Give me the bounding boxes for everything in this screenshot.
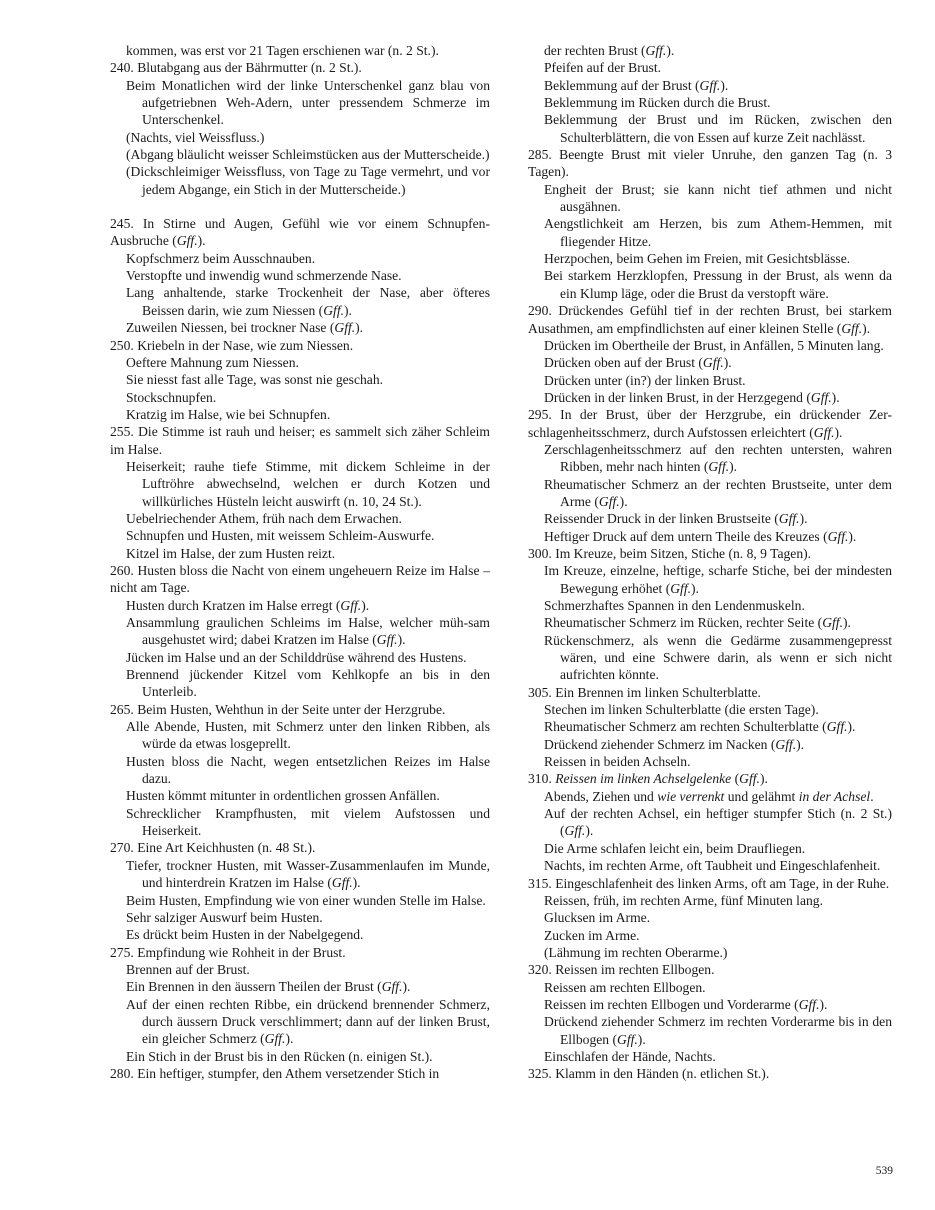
symptom-entry: [110, 805, 490, 840]
numbered-symptom-entry: [528, 770, 892, 787]
symptom-entry: [528, 94, 892, 111]
entry-text: Rheumatischer Schmerz am rechten Schulterblatte (: [544, 719, 827, 735]
symptom-entry: [110, 857, 490, 892]
symptom-entry: [110, 978, 490, 995]
italic-source-text: Gff.: [778, 511, 800, 527]
entry-text: Verstopfte und inwendig wund schmerzende Nase.: [126, 268, 402, 284]
numbered-symptom-entry: [528, 961, 892, 978]
entry-text: Zuweilen Niessen, bei trockner Nase (: [126, 320, 335, 336]
numbered-symptom-entry: [110, 59, 490, 76]
symptom-entry: [110, 510, 490, 527]
entry-text: .: [870, 788, 874, 804]
symptom-entry: [110, 787, 490, 804]
entry-text: (: [731, 771, 740, 787]
symptom-entry: [528, 597, 892, 614]
symptom-entry: [528, 701, 892, 718]
italic-source-text: Gff.: [340, 597, 362, 613]
entry-text: Brennend jückender Kitzel vom Kehlkopfe an bis in den Unterleib.: [126, 667, 490, 700]
entry-text: Herzpochen, beim Gehen im Freien, mit Gesichtsblässe.: [544, 251, 851, 267]
numbered-symptom-entry: [110, 337, 490, 354]
symptom-entry: [528, 979, 892, 996]
symptom-entry: [528, 1048, 892, 1065]
page-number: 539: [875, 1165, 893, 1177]
entry-text: 270. Eine Art Keichhusten (n. 48 St.).: [110, 840, 316, 856]
entry-text: 300. Im Kreuze, beim Sitzen, Stiche (n. 8, 9 Tagen).: [528, 545, 812, 561]
entry-text: 305. Ein Brennen im linken Schulterblatte.: [528, 684, 761, 700]
italic-source-text: Gff.: [381, 979, 403, 995]
symptom-entry: [528, 59, 892, 76]
symptom-entry: [110, 718, 490, 753]
entry-text: ).: [402, 979, 411, 995]
entry-text: Beim Monatlichen wird der linke Unterschenkel ganz blau von aufgetriebnen Weh-Adern, unter pressendem Schmerze im Unterschenkel.: [126, 77, 490, 128]
entry-text: ).: [355, 320, 364, 336]
symptom-entry: [528, 372, 892, 389]
symptom-entry: [110, 284, 490, 319]
symptom-entry: [528, 389, 892, 406]
entry-text: Aengstlichkeit am Herzen, bis zum Athem-Hemmen, mit fliegender Hitze.: [544, 216, 892, 249]
entry-text: Sehr salziger Auswurf beim Husten.: [126, 909, 323, 925]
entry-text: ).: [847, 719, 856, 735]
entry-text: (Lähmung im rechten Oberarme.): [544, 944, 728, 960]
entry-text: Heiserkeit; rauhe tiefe Stimme, mit dickem Schleime in der Luftröhre abwechselnd, welchen er durch Kotzen und willkürliches Hüsteln leicht auswirft (n. 10, 24 St.).: [126, 458, 490, 509]
entry-text: Heftiger Druck auf dem untern Theile des Kreuzes (: [544, 528, 828, 544]
entry-text: Zucken im Arme.: [544, 927, 640, 943]
entry-text: Einschlafen der Hände, Nachts.: [544, 1048, 716, 1064]
symptom-entry: [110, 527, 490, 544]
entry-text: 320. Reissen im rechten Ellbogen.: [528, 962, 715, 978]
entry-text: Ansammlung graulichen Schleims im Halse, welcher müh-sam ausgehustet wird; dabei Kratzen im Halse (: [126, 615, 490, 648]
entry-text: 290. Drückendes Gefühl tief in der rechten Brust, bei starkem Ausathmen, am empfindlichsten auf einer kleinen Stelle (: [528, 303, 892, 336]
entry-text: ).: [729, 459, 738, 475]
symptom-entry: [110, 597, 490, 614]
entry-text: Stockschnupfen.: [126, 389, 217, 405]
symptom-entry: [110, 42, 490, 59]
entry-text: ).: [759, 771, 768, 787]
symptom-entry: [528, 632, 892, 684]
italic-source-text: Gff.: [264, 1031, 286, 1047]
symptom-entry: [110, 614, 490, 649]
symptom-entry: [528, 476, 892, 511]
italic-source-text: Gff.: [598, 493, 620, 509]
entry-text: Drücken im Obertheile der Brust, in Anfällen, 5 Minuten lang.: [544, 337, 884, 353]
numbered-symptom-entry: [528, 875, 892, 892]
entry-text: Husten durch Kratzen im Halse erregt (: [126, 597, 341, 613]
entry-text: Tiefer, trockner Husten, mit Wasser-Zusammenlaufen im Munde, und hinterdrein Kratzen im Halse (: [126, 857, 490, 891]
entry-text: ).: [723, 355, 732, 371]
entry-text: Auf der einen rechten Ribbe, ein drückend brennender Schmerz, durch äussern Druck verschlimmert; dann auf der linken Brust, ein gleicher Schmerz (: [126, 996, 490, 1047]
entry-text: Reissen am rechten Ellbogen.: [544, 979, 706, 995]
entry-text: Rheumatischer Schmerz an der rechten Brustseite, unter dem Arme (: [544, 476, 892, 509]
symptom-entry: [110, 319, 490, 336]
entry-text: Drückend ziehender Schmerz im rechten Vorderarme bis in den Ellbogen (: [544, 1014, 892, 1047]
entry-text: Jücken im Halse und an der Schilddrüse während des Hustens.: [126, 649, 467, 665]
italic-source-text: Gff.: [699, 77, 721, 93]
entry-text: Die Arme schlafen leicht ein, beim Draufliegen.: [544, 840, 806, 856]
entry-text: Bei starkem Herzklopfen, Pressung in der Brust, als wenn da ein Klump läge, oder die Brust da verstopft wäre.: [544, 268, 892, 301]
symptom-entry: [528, 892, 892, 909]
italic-source-text: Gff.: [176, 233, 198, 249]
entry-text: Stechen im linken Schulterblatte (die ersten Tage).: [544, 702, 819, 718]
symptom-entry: [528, 42, 892, 59]
symptom-entry: [528, 510, 892, 527]
entry-text: Auf der rechten Achsel, ein heftiger stumpfer Stich (n. 2 St.) (: [544, 806, 892, 839]
entry-text: Ein Brennen in den äussern Theilen der Brust (: [126, 979, 382, 995]
symptom-entry: [110, 666, 490, 701]
numbered-symptom-entry: [110, 215, 490, 250]
symptom-entry: [528, 927, 892, 944]
entry-text: Zerschlagenheitsschmerz auf den rechten untersten, wahren Ribben, mehr nach hinten (: [544, 441, 892, 475]
entry-text: ).: [666, 43, 675, 58]
italic-source-text: Gff.: [798, 996, 820, 1012]
entry-text: Drücken in der linken Brust, in der Herzgegend (: [544, 389, 811, 405]
entry-text: ).: [831, 389, 840, 405]
entry-text: 295. In der Brust, über der Herzgrube, ein drückender Zer-schlagenheitsschmerz, durch Aufstossen erleichtert (: [528, 407, 892, 440]
entry-text: Lang anhaltende, starke Trockenheit der Nase, aber öfteres Beissen darin, wie zum Niessen (: [126, 285, 490, 318]
entry-text: ).: [585, 823, 594, 839]
numbered-symptom-entry: [110, 423, 490, 458]
entry-text: Drücken oben auf der Brust (: [544, 355, 703, 371]
numbered-symptom-entry: [110, 944, 490, 961]
symptom-entry: [528, 441, 892, 476]
entry-text: 265. Beim Husten, Wehthun in der Seite unter der Herzgrube.: [110, 701, 446, 717]
entry-text: ).: [691, 580, 699, 596]
entry-text: und gelähmt: [724, 788, 799, 804]
symptom-entry: [110, 753, 490, 788]
numbered-symptom-entry: [528, 302, 892, 337]
entry-text: 275. Empfindung wie Rohheit in der Brust.: [110, 944, 346, 960]
italic-source-text: Gff.: [617, 1031, 638, 1047]
symptom-entry: [528, 840, 892, 857]
symptom-entry: [110, 926, 490, 943]
entry-text: ).: [720, 77, 729, 93]
italic-source-text: Gff.: [775, 736, 797, 752]
entry-text: Ein Stich in der Brust bis in den Rücken (n. einigen St.).: [126, 1048, 433, 1064]
entry-text: ).: [352, 875, 361, 891]
symptom-entry: [528, 753, 892, 770]
entry-text: ).: [834, 424, 843, 440]
symptom-entry: [528, 614, 892, 631]
symptom-entry: [528, 111, 892, 146]
entry-text: (Dickschleimiger Weissfluss, von Tage zu Tage vermehrt, und vor jedem Abgange, ein Stich in der Mutterscheide.): [126, 164, 490, 197]
italic-source-text: wie verrenkt: [657, 788, 725, 804]
entry-text: ).: [819, 996, 828, 1012]
entry-text: ).: [637, 1031, 646, 1047]
entry-text: Beim Husten, Empfindung wie von einer wunden Stelle im Halse.: [126, 892, 486, 908]
entry-text: Engheit der Brust; sie kann nicht tief athmen und nicht ausgähnen.: [544, 181, 892, 215]
symptom-entry: [528, 267, 892, 302]
entry-text: (Abgang bläulicht weisser Schleimstücken aus der Mutterscheide.): [126, 147, 490, 163]
numbered-symptom-entry: [528, 545, 892, 562]
symptom-entry: [110, 371, 490, 388]
italic-source-text: Reissen im linken Achselgelenke: [555, 771, 732, 787]
entry-text: Drückend ziehender Schmerz im Nacken (: [544, 736, 776, 752]
entry-text: Schrecklicher Krampfhusten, mit vielem Aufstossen und Heiserkeit.: [126, 805, 490, 839]
entry-text: Kratzig im Halse, wie bei Schnupfen.: [126, 406, 331, 422]
symptom-entry: [110, 649, 490, 666]
symptom-entry: [110, 389, 490, 406]
entry-text: ).: [842, 615, 851, 631]
entry-text: Es drückt beim Husten in der Nabelgegend.: [126, 927, 364, 943]
entry-text: Reissen im rechten Ellbogen und Vorderarme (: [544, 996, 799, 1012]
italic-source-text: Gff.: [841, 320, 863, 336]
entry-text: 280. Ein heftiger, stumpfer, den Athem versetzender Stich in: [110, 1065, 440, 1081]
italic-source-text: Gff.: [334, 320, 356, 336]
section-gap: [110, 198, 490, 215]
entry-text: Oeftere Mahnung zum Niessen.: [126, 354, 299, 370]
entry-text: ).: [397, 632, 406, 648]
symptom-entry: [528, 337, 892, 354]
entry-text: ).: [197, 233, 206, 249]
entry-text: Kopfschmerz beim Ausschnauben.: [126, 250, 316, 266]
entry-text: ).: [619, 493, 628, 509]
right-column: [528, 42, 892, 1083]
symptom-entry: [528, 857, 892, 874]
entry-text: Reissender Druck in der linken Brustseite (: [544, 511, 779, 527]
symptom-entry: [110, 146, 490, 163]
entry-text: Glucksen im Arme.: [544, 910, 651, 926]
symptom-entry: [110, 892, 490, 909]
entry-text: 260. Husten bloss die Nacht von einem ungeheuern Reize im Halse – nicht am Tage.: [110, 562, 490, 596]
entry-text: ).: [862, 320, 871, 336]
symptom-entry: [528, 250, 892, 267]
entry-text: Nachts, im rechten Arme, oft Taubheit und Eingeschlafenheit.: [544, 858, 881, 874]
entry-text: Beklemmung der Brust und im Rücken, zwischen den Schulterblättern, die von Essen auf kurze Zeit nachlässt.: [544, 112, 892, 145]
symptom-entry: [528, 788, 892, 805]
entry-text: Schnupfen und Husten, mit weissem Schleim-Auswurfe.: [126, 528, 435, 544]
entry-text: Alle Abende, Husten, mit Schmerz unter den linken Ribben, als würde da etwas losgeprellt.: [126, 719, 490, 752]
entry-text: Sie niesst fast alle Tage, was sonst nie geschah.: [126, 372, 384, 388]
italic-source-text: Gff.: [702, 355, 724, 371]
symptom-entry: [110, 1048, 490, 1065]
symptom-entry: [528, 562, 892, 597]
entry-text: Brennen auf der Brust.: [126, 961, 250, 977]
entry-text: ).: [799, 511, 808, 527]
entry-text: ).: [344, 302, 352, 318]
italic-source-text: Gff.: [827, 528, 849, 544]
symptom-entry: [528, 354, 892, 371]
symptom-entry: [110, 250, 490, 267]
numbered-symptom-entry: [528, 1065, 892, 1082]
numbered-symptom-entry: [110, 562, 490, 597]
symptom-entry: [110, 129, 490, 146]
symptom-entry: [110, 996, 490, 1048]
entry-text: Kitzel im Halse, der zum Husten reizt.: [126, 545, 336, 561]
symptom-entry: [528, 1013, 892, 1048]
entry-text: 285. Beengte Brust mit vieler Unruhe, den ganzen Tag (n. 3 Tagen).: [528, 147, 892, 180]
entry-text: Drücken unter (in?) der linken Brust.: [544, 372, 746, 388]
entry-text: 240. Blutabgang aus der Bährmutter (n. 2 St.).: [110, 60, 362, 76]
symptom-entry: [528, 718, 892, 735]
entry-text: Reissen in beiden Achseln.: [544, 754, 691, 770]
symptom-entry: [528, 736, 892, 753]
numbered-symptom-entry: [110, 839, 490, 856]
entry-text: 325. Klamm in den Händen (n. etlichen St.).: [528, 1066, 770, 1082]
entry-text: Rheumatischer Schmerz im Rücken, rechter Seite (: [544, 615, 823, 631]
symptom-entry: [528, 528, 892, 545]
entry-text: ).: [796, 736, 805, 752]
symptom-entry: [110, 163, 490, 198]
symptom-entry: [110, 961, 490, 978]
symptom-entry: [110, 77, 490, 129]
entry-text: der rechten Brust (: [544, 43, 646, 58]
numbered-symptom-entry: [110, 701, 490, 718]
italic-source-text: Gff.: [645, 43, 667, 58]
numbered-symptom-entry: [528, 406, 892, 441]
entry-text: Pfeifen auf der Brust.: [544, 60, 662, 76]
symptom-entry: [110, 458, 490, 510]
italic-source-text: Gff.: [739, 771, 760, 787]
italic-source-text: Gff.: [331, 875, 353, 891]
entry-text: 245. In Stirne und Augen, Gefühl wie vor einem Schnupfen-Ausbruche (: [110, 216, 490, 249]
symptom-entry: [528, 215, 892, 250]
numbered-symptom-entry: [110, 1065, 490, 1082]
symptom-entry: [528, 181, 892, 216]
numbered-symptom-entry: [528, 684, 892, 701]
italic-source-text: in der Achsel: [798, 788, 871, 804]
entry-text: Uebelriechender Athem, früh nach dem Erwachen.: [126, 510, 402, 526]
symptom-entry: [528, 996, 892, 1013]
symptom-entry: [110, 354, 490, 371]
entry-text: ).: [285, 1031, 294, 1047]
entry-text: Rückenschmerz, als wenn die Gedärme zusammengepresst wären, und eine Schwere darin, als wenn er sich nicht aufrichten könnte.: [544, 632, 892, 683]
entry-text: 255. Die Stimme ist rauh und heiser; es sammelt sich zäher Schleim im Halse.: [110, 424, 490, 457]
entry-text: ).: [361, 597, 370, 613]
entry-text: 315. Eingeschlafenheit des linken Arms, oft am Tage, in der Ruhe.: [528, 875, 890, 891]
italic-source-text: Gff.: [813, 424, 835, 440]
entry-text: Beklemmung im Rücken durch die Brust.: [544, 95, 771, 111]
symptom-entry: [110, 545, 490, 562]
italic-source-text: Gff.: [564, 823, 586, 839]
italic-source-text: Gff.: [376, 632, 398, 648]
italic-source-text: Gff.: [810, 389, 832, 405]
entry-text: Im Kreuze, einzelne, heftige, scharfe Stiche, bei der mindesten Bewegung erhöhet (: [544, 563, 892, 596]
italic-source-text: Gff.: [826, 719, 848, 735]
symptom-entry: [528, 77, 892, 94]
symptom-entry: [528, 909, 892, 926]
symptom-entry: [528, 805, 892, 840]
symptom-entry: [110, 909, 490, 926]
italic-source-text: Gff.: [822, 615, 843, 631]
numbered-symptom-entry: [528, 146, 892, 181]
symptom-entry: [110, 267, 490, 284]
symptom-entry: [110, 406, 490, 423]
entry-text: Beklemmung auf der Brust (: [544, 77, 700, 93]
italic-source-text: Gff.: [670, 580, 692, 596]
entry-text: (Nachts, viel Weissfluss.): [126, 129, 265, 145]
italic-source-text: Gff.: [708, 459, 730, 475]
entry-text: Abends, Ziehen und: [544, 788, 658, 804]
entry-text: Husten kömmt mitunter in ordentlichen grossen Anfällen.: [126, 788, 440, 804]
entry-text: 250. Kriebeln in der Nase, wie zum Niessen.: [110, 337, 354, 353]
entry-text: Schmerzhaftes Spannen in den Lendenmuskeln.: [544, 598, 805, 613]
entry-text: kommen, was erst vor 21 Tagen erschienen war (n. 2 St.).: [126, 43, 439, 58]
entry-text: Husten bloss die Nacht, wegen entsetzlichen Reizes im Halse dazu.: [126, 753, 490, 787]
left-column: [110, 42, 490, 1082]
symptom-entry: [528, 944, 892, 961]
italic-source-text: Gff.: [323, 302, 344, 318]
entry-text: 310.: [528, 771, 556, 787]
entry-text: ).: [848, 528, 857, 544]
entry-text: Reissen, früh, im rechten Arme, fünf Minuten lang.: [544, 892, 823, 908]
